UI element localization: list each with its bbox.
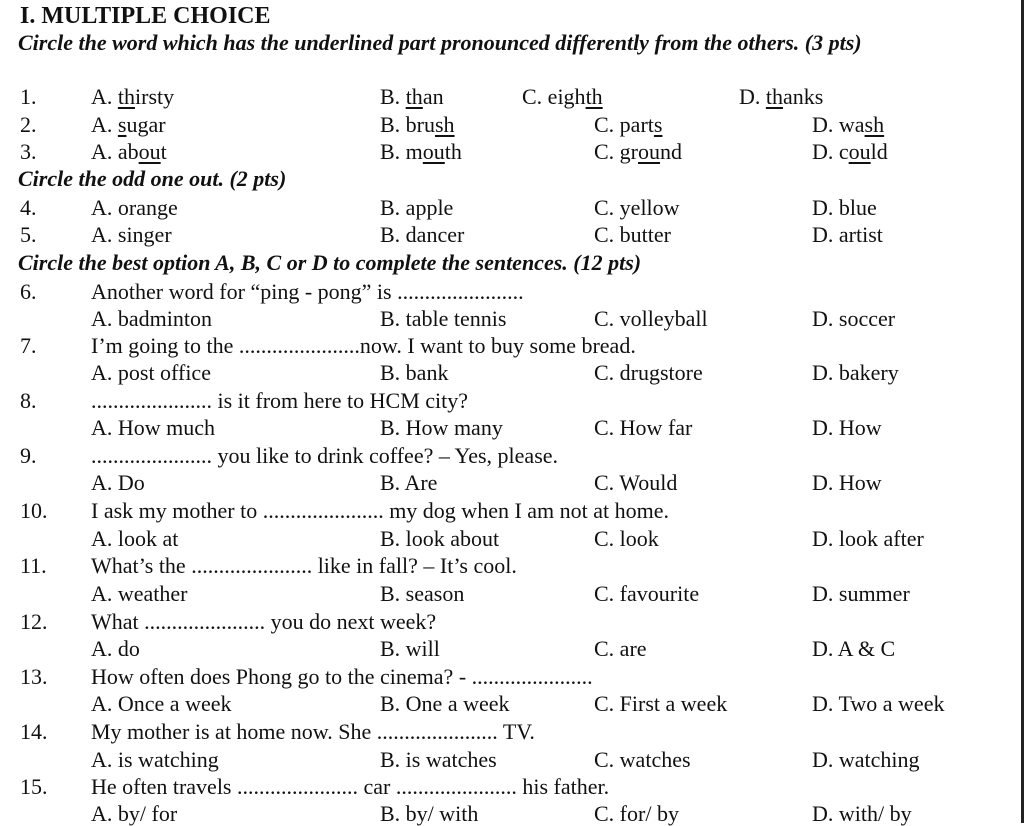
option-b[interactable]: B. apple xyxy=(380,195,454,220)
question-text: I’m going to the ......................now. I want to buy some bread. xyxy=(91,333,636,358)
option-b[interactable]: B. is watches xyxy=(380,747,497,772)
instruction-best-option: Circle the best option A, B, C or D to complete the sentences. (12 pts) xyxy=(18,250,642,275)
option-c[interactable]: C. drugstore xyxy=(594,360,703,385)
option-d[interactable]: D. artist xyxy=(812,222,883,247)
option-b[interactable]: B. One a week xyxy=(380,691,510,716)
option-d[interactable]: D. could xyxy=(812,139,888,164)
option-a[interactable]: A. badminton xyxy=(91,306,212,331)
option-a[interactable]: A. do xyxy=(91,636,140,661)
question-number: 1. xyxy=(20,84,37,109)
question-text: He often travels ...................... car ...................... his father. xyxy=(91,774,610,799)
option-d[interactable]: D. bakery xyxy=(812,360,899,385)
question-number: 2. xyxy=(20,112,37,137)
option-a[interactable]: A. about xyxy=(91,139,167,164)
option-d[interactable]: D. watching xyxy=(812,747,920,772)
question-number: 11. xyxy=(20,553,47,578)
option-b[interactable]: B. bank xyxy=(380,360,449,385)
option-a[interactable]: A. Once a week xyxy=(91,691,232,716)
option-d[interactable]: D. How xyxy=(812,470,882,495)
option-d[interactable]: D. look after xyxy=(812,526,924,551)
option-a[interactable]: A. sugar xyxy=(91,112,166,137)
option-c[interactable]: C. parts xyxy=(594,112,663,137)
option-b[interactable]: B. mouth xyxy=(380,139,462,164)
option-b[interactable]: B. table tennis xyxy=(380,306,507,331)
question-text: ...................... you like to drink coffee? – Yes, please. xyxy=(91,443,559,468)
section-heading: I. MULTIPLE CHOICE xyxy=(20,3,271,29)
question-text: I ask my mother to ...................... my dog when I am not at home. xyxy=(91,498,670,523)
option-b[interactable]: B. than xyxy=(380,84,444,109)
option-c[interactable]: C. butter xyxy=(594,222,671,247)
option-d[interactable]: D. soccer xyxy=(812,306,896,331)
option-b[interactable]: B. by/ with xyxy=(380,801,479,826)
option-d[interactable]: D. wash xyxy=(812,112,885,137)
option-a[interactable]: A. How much xyxy=(91,415,216,440)
instruction-odd-one-out: Circle the odd one out. (2 pts) xyxy=(18,166,287,191)
question-number: 6. xyxy=(20,279,37,304)
option-c[interactable]: C. for/ by xyxy=(594,801,679,826)
option-c[interactable]: C. First a week xyxy=(594,691,728,716)
option-c[interactable]: C. look xyxy=(594,526,659,551)
instruction-pronunciation: Circle the word which has the underlined part pronounced differently from the others. (3 pts) xyxy=(18,30,862,55)
question-text: Another word for “ping - pong” is ....................... xyxy=(91,279,524,304)
question-number: 15. xyxy=(20,774,48,799)
option-c[interactable]: C. ground xyxy=(594,139,682,164)
option-a[interactable]: A. orange xyxy=(91,195,178,220)
question-number: 7. xyxy=(20,333,37,358)
option-b[interactable]: B. How many xyxy=(380,415,503,440)
option-b[interactable]: B. brush xyxy=(380,112,455,137)
option-d[interactable]: D. blue xyxy=(812,195,877,220)
option-c[interactable]: C. watches xyxy=(594,747,691,772)
question-number: 9. xyxy=(20,443,37,468)
question-number: 4. xyxy=(20,195,37,220)
option-a[interactable]: A. thirsty xyxy=(91,84,175,109)
option-c[interactable]: C. favourite xyxy=(594,581,700,606)
option-c[interactable]: C. yellow xyxy=(594,195,680,220)
option-d[interactable]: D. summer xyxy=(812,581,910,606)
option-c[interactable]: C. Would xyxy=(594,470,678,495)
option-a[interactable]: A. look at xyxy=(91,526,179,551)
option-a[interactable]: A. is watching xyxy=(91,747,219,772)
option-a[interactable]: A. weather xyxy=(91,581,188,606)
question-number: 5. xyxy=(20,222,37,247)
option-c[interactable]: C. are xyxy=(594,636,647,661)
option-b[interactable]: B. Are xyxy=(380,470,438,495)
question-number: 14. xyxy=(20,719,48,744)
question-text: What’s the ...................... like in fall? – It’s cool. xyxy=(91,553,517,578)
option-a[interactable]: A. Do xyxy=(91,470,145,495)
option-c[interactable]: C. eighth xyxy=(522,84,603,109)
question-number: 3. xyxy=(20,139,37,164)
question-number: 8. xyxy=(20,388,37,413)
question-text: What ...................... you do next week? xyxy=(91,609,437,634)
option-a[interactable]: A. post office xyxy=(91,360,211,385)
option-b[interactable]: B. will xyxy=(380,636,440,661)
option-c[interactable]: C. volleyball xyxy=(594,306,708,331)
option-b[interactable]: B. dancer xyxy=(380,222,465,247)
question-number: 13. xyxy=(20,664,48,689)
option-d[interactable]: D. with/ by xyxy=(812,801,912,826)
option-c[interactable]: C. How far xyxy=(594,415,693,440)
option-d[interactable]: D. Two a week xyxy=(812,691,945,716)
option-a[interactable]: A. by/ for xyxy=(91,801,178,826)
option-d[interactable]: D. thanks xyxy=(739,84,824,109)
question-number: 10. xyxy=(20,498,48,523)
option-d[interactable]: D. A & C xyxy=(812,636,896,661)
option-a[interactable]: A. singer xyxy=(91,222,172,247)
question-text: My mother is at home now. She ...................... TV. xyxy=(91,719,535,744)
option-b[interactable]: B. look about xyxy=(380,526,500,551)
question-number: 12. xyxy=(20,609,48,634)
option-d[interactable]: D. How xyxy=(812,415,882,440)
question-text: ...................... is it from here to HCM city? xyxy=(91,388,469,413)
option-b[interactable]: B. season xyxy=(380,581,465,606)
question-text: How often does Phong go to the cinema? - ...................... xyxy=(91,664,593,689)
